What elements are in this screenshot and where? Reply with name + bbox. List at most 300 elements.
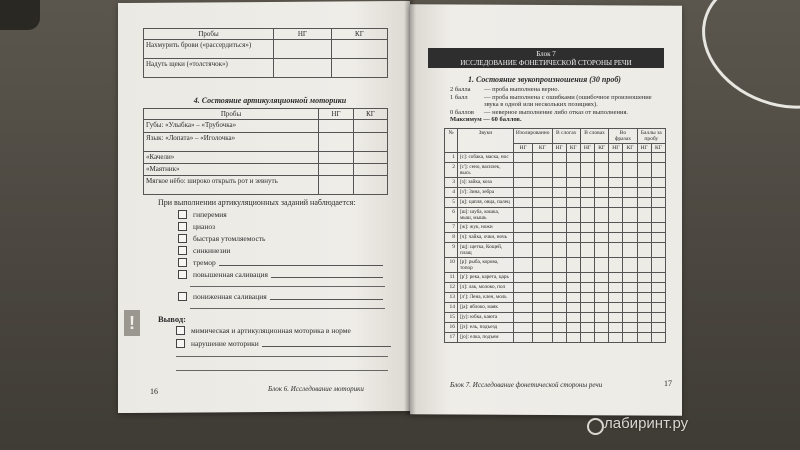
score-cell[interactable] [580,163,594,178]
score-cell[interactable] [623,208,637,223]
score-cell[interactable] [513,303,532,313]
score-cell[interactable] [609,273,623,283]
score-cell[interactable] [595,198,609,208]
score-cell[interactable] [533,163,552,178]
cell [353,133,387,152]
conclusion-text: нарушение моторики [191,339,259,348]
row-number: 1 [445,153,458,163]
probe-row-label: «Качели» [144,152,319,164]
score-cell[interactable] [609,293,623,303]
cell [353,120,387,133]
observation-label: цианоз [193,222,216,231]
fill-line [176,356,388,357]
score-cell[interactable] [595,258,609,273]
score-cell[interactable] [552,293,566,303]
sound-examples: [з]: зайка, коза [457,178,513,188]
sound-examples: [щ]: щетка, Кощей, плащ [457,243,513,258]
score-cell[interactable] [595,333,609,343]
col-header-phrases: Во фразах [609,129,637,144]
score-cell[interactable] [651,153,665,163]
score-cell[interactable] [566,303,580,313]
score-cell[interactable] [513,258,532,273]
sound-examples: [ц]: цапля, овца, палец [457,198,513,208]
score-cell[interactable] [552,208,566,223]
score-cell[interactable] [595,188,609,198]
score-cell[interactable] [580,153,594,163]
score-cell[interactable] [513,293,532,303]
score-cell[interactable] [637,188,651,198]
score-cell[interactable] [609,178,623,188]
block-label: Блок 7 [536,50,556,58]
book-gutter [404,0,416,415]
observation-item[interactable] [178,270,383,279]
score-cell[interactable] [637,323,651,333]
score-cell[interactable] [609,153,623,163]
col-header-words: В словах [580,129,608,144]
observation-item[interactable] [178,222,378,231]
checkbox[interactable] [178,292,187,301]
sub-header-ng: НГ [609,144,623,153]
sub-header-ng: НГ [580,144,594,153]
checkbox[interactable] [178,246,187,255]
score-cell[interactable] [609,243,623,258]
observation-item[interactable] [178,210,378,219]
left-footer: Блок 6. Исследование моторики [268,385,364,393]
table-row [445,258,666,273]
score-cell[interactable] [533,208,552,223]
score-cell[interactable] [623,163,637,178]
score-cell[interactable] [651,313,665,323]
sub-header-ng: НГ [637,144,651,153]
score-cell[interactable] [637,153,651,163]
score-cell[interactable] [552,163,566,178]
col-header-score: Баллы за пробу [637,129,665,144]
score-cell[interactable] [533,293,552,303]
observation-label: пониженная саливация [193,292,267,301]
section-1-title: 1. Состояние звукопроизношения (30 проб) [468,75,621,84]
score-cell[interactable] [533,258,552,273]
score-cell[interactable] [623,198,637,208]
score-cell[interactable] [566,208,580,223]
sound-rows [445,153,666,343]
col-header-kg: КГ [331,29,387,40]
score-cell[interactable] [623,223,637,233]
legend-text: — неверное выполнение либо отказ от выполнения. [484,108,629,116]
score-cell[interactable] [533,198,552,208]
sub-header-kg: КГ [566,144,580,153]
row-number: 15 [445,313,458,323]
score-cell[interactable] [623,258,637,273]
score-cell[interactable] [651,188,665,198]
score-cell[interactable] [566,293,580,303]
row-number: 3 [445,178,458,188]
probe-row-label: Губы: «Улыбка» – «Трубочка» [144,120,319,133]
score-cell[interactable] [513,208,532,223]
score-cell[interactable] [513,273,532,283]
score-cell[interactable] [533,233,552,243]
score-cell[interactable] [623,283,637,293]
checkbox[interactable] [178,210,187,219]
score-cell[interactable] [623,233,637,243]
score-cell[interactable] [552,198,566,208]
score-cell[interactable] [651,323,665,333]
sound-examples: [jу]: юбка, каюта [457,313,513,323]
artic-motor-table [143,108,388,195]
score-cell[interactable] [533,303,552,313]
score-cell[interactable] [609,283,623,293]
fill-line [190,308,385,309]
score-cell[interactable] [637,243,651,258]
max-score [450,116,660,124]
score-cell[interactable] [552,243,566,258]
row-number: 12 [445,283,458,293]
col-header-ng: НГ [274,29,332,40]
watermark: лабиринт.ру [604,415,689,432]
row-number: 16 [445,323,458,333]
probe-row-label: «Маятник» [144,164,319,176]
score-cell[interactable] [637,208,651,223]
score-cell[interactable] [651,293,665,303]
score-cell[interactable] [651,243,665,258]
cell [274,40,332,59]
table-row [445,178,666,188]
legend-score: 0 баллов [450,108,474,116]
score-cell[interactable] [580,303,594,313]
right-footer: Блок 7. Исследование фонетической стороны речи [450,381,603,389]
observation-item[interactable] [178,234,378,243]
score-cell[interactable] [513,188,532,198]
score-cell[interactable] [566,153,580,163]
legend-text: — проба выполнена с ошибками (ошибочное произношение звука в одной или нескольких позициях). [484,93,652,108]
score-cell[interactable] [595,178,609,188]
score-cell[interactable] [513,223,532,233]
sub-header-kg: КГ [533,144,552,153]
score-cell[interactable] [580,333,594,343]
table-row [445,333,666,343]
score-cell[interactable] [566,223,580,233]
score-cell[interactable] [552,153,566,163]
score-cell[interactable] [566,273,580,283]
score-cell[interactable] [533,313,552,323]
observation-item[interactable] [178,292,383,301]
checkbox[interactable] [178,234,187,243]
legend-score: 1 балл [450,93,468,101]
score-cell[interactable] [580,233,594,243]
sound-examples: [ja]: яблоко, маяк [457,303,513,313]
score-cell[interactable] [609,258,623,273]
conclusion-item[interactable] [176,339,391,348]
score-cell[interactable] [566,313,580,323]
score-cell[interactable] [623,323,637,333]
score-cell[interactable] [623,293,637,303]
sub-header-kg: КГ [651,144,665,153]
score-cell[interactable] [552,178,566,188]
score-cell[interactable] [580,283,594,293]
col-header-num: № [445,129,458,153]
score-cell[interactable] [566,258,580,273]
score-cell[interactable] [637,273,651,283]
col-header-sounds: Звуки [457,129,513,153]
score-cell[interactable] [637,163,651,178]
score-cell[interactable] [651,163,665,178]
score-cell[interactable] [533,178,552,188]
top-probes-table [143,28,388,78]
col-header-ng: НГ [319,109,354,120]
score-cell[interactable] [595,323,609,333]
score-cell[interactable] [637,178,651,188]
score-cell[interactable] [595,243,609,258]
conclusion-text: мимическая и артикуляционная моторика в норме [191,326,351,335]
page-number-right: 17 [664,379,672,388]
score-cell[interactable] [637,313,651,323]
score-cell[interactable] [566,233,580,243]
score-cell[interactable] [566,198,580,208]
sub-header-ng: НГ [513,144,532,153]
score-cell[interactable] [609,333,623,343]
score-cell[interactable] [609,208,623,223]
score-cell[interactable] [533,273,552,283]
score-cell[interactable] [595,208,609,223]
observations-title: При выполнении артикуляционных заданий наблюдается: [158,198,356,207]
score-cell[interactable] [580,293,594,303]
checkbox[interactable] [178,270,187,279]
score-cell[interactable] [651,178,665,188]
score-cell[interactable] [513,233,532,243]
observation-label: тремор [193,258,216,267]
score-cell[interactable] [552,233,566,243]
sub-header-kg: КГ [623,144,637,153]
score-cell[interactable] [609,303,623,313]
row-number: 11 [445,273,458,283]
sound-examples: [ш]: шуба, кошка, мыш, мышь [457,208,513,223]
checkbox[interactable] [176,339,185,348]
score-cell[interactable] [580,178,594,188]
score-cell[interactable] [533,188,552,198]
score-cell[interactable] [513,163,532,178]
score-cell[interactable] [637,233,651,243]
score-cell[interactable] [637,293,651,303]
checkbox[interactable] [178,258,187,267]
conclusion-item[interactable] [176,326,391,335]
checkbox[interactable] [178,222,187,231]
score-cell[interactable] [609,233,623,243]
sound-examples: [jо]: елка, подъем [457,333,513,343]
score-cell[interactable] [609,323,623,333]
book-corner [0,0,40,30]
score-cell[interactable] [566,163,580,178]
cell [353,152,387,164]
fill-line [176,370,388,371]
score-cell[interactable] [513,153,532,163]
col-header-syllables: В слогах [552,129,580,144]
score-cell[interactable] [651,283,665,293]
score-cell[interactable] [595,233,609,243]
score-cell[interactable] [595,223,609,233]
col-header-probes: Пробы [144,29,274,40]
score-cell[interactable] [580,323,594,333]
legend-text: — проба выполнена верно. [484,86,560,93]
table-row [445,323,666,333]
score-cell[interactable] [552,323,566,333]
sound-examples: [з']: Зина, зебра [457,188,513,198]
score-cell[interactable] [595,293,609,303]
row-number: 8 [445,233,458,243]
score-cell[interactable] [552,258,566,273]
table-row [445,273,666,283]
score-cell[interactable] [623,333,637,343]
score-cell[interactable] [623,313,637,323]
table-row [445,188,666,198]
observation-item[interactable] [178,246,378,255]
score-cell[interactable] [651,223,665,233]
sub-header-ng: НГ [552,144,566,153]
observation-label: повышенная саливация [193,270,268,279]
score-cell[interactable] [566,178,580,188]
legend-row [450,86,660,94]
row-number: 13 [445,293,458,303]
score-cell[interactable] [623,243,637,258]
score-cell[interactable] [513,313,532,323]
score-cell[interactable] [651,208,665,223]
score-cell[interactable] [513,333,532,343]
score-cell[interactable] [552,283,566,293]
table-row [445,198,666,208]
score-cell[interactable] [533,283,552,293]
probe-row-label: Мягкое нёбо: широко открыть рот и зевнуть [144,176,319,195]
score-cell[interactable] [580,243,594,258]
score-cell[interactable] [513,243,532,258]
score-cell[interactable] [580,258,594,273]
sound-examples: [л']: Лена, клен, моль [457,293,513,303]
score-cell[interactable] [580,273,594,283]
score-cell[interactable] [609,188,623,198]
score-cell[interactable] [637,198,651,208]
score-cell[interactable] [651,273,665,283]
score-cell[interactable] [580,313,594,323]
sound-table [444,128,666,343]
cell [274,59,332,78]
row-number: 17 [445,333,458,343]
score-cell[interactable] [637,283,651,293]
block-title: ИССЛЕДОВАНИЕ ФОНЕТИЧЕСКОЙ СТОРОНЫ РЕЧИ [460,59,632,67]
cell [319,164,354,176]
score-cell[interactable] [623,273,637,283]
score-cell[interactable] [552,313,566,323]
sub-header-kg: КГ [595,144,609,153]
cell [331,59,387,78]
max-label: Максимум — 60 баллов. [450,116,522,123]
col-header-probes: Пробы [144,109,319,120]
score-cell[interactable] [609,198,623,208]
score-cell[interactable] [595,153,609,163]
score-cell[interactable] [609,313,623,323]
exclamation-icon: ! [124,310,140,336]
score-cell[interactable] [595,313,609,323]
score-cell[interactable] [637,333,651,343]
score-cell[interactable] [552,188,566,198]
score-cell[interactable] [566,323,580,333]
score-cell[interactable] [651,258,665,273]
score-cell[interactable] [637,303,651,313]
table-row [445,208,666,223]
score-cell[interactable] [580,198,594,208]
observation-item[interactable] [178,258,383,267]
score-cell[interactable] [580,208,594,223]
score-cell[interactable] [623,303,637,313]
score-cell[interactable] [552,333,566,343]
score-cell[interactable] [580,223,594,233]
sound-examples: [с']: сено, василек, высь [457,163,513,178]
page-number-left: 16 [150,387,158,396]
conclusion-label: Вывод: [158,314,186,324]
score-cell[interactable] [623,188,637,198]
sound-examples: [р]: рыба, корова, топор [457,258,513,273]
score-cell[interactable] [552,273,566,283]
score-cell[interactable] [595,163,609,178]
observation-label: гиперемия [193,210,227,219]
score-cell[interactable] [595,283,609,293]
fill-line [271,271,383,278]
score-cell[interactable] [533,223,552,233]
table-row [445,293,666,303]
cell [319,120,354,133]
score-cell[interactable] [513,283,532,293]
score-cell[interactable] [533,153,552,163]
legend-score: 2 балла [450,86,471,93]
row-number: 7 [445,223,458,233]
score-cell[interactable] [552,223,566,233]
score-cell[interactable] [533,243,552,258]
row-number: 5 [445,198,458,208]
score-cell[interactable] [566,188,580,198]
score-cell[interactable] [595,273,609,283]
score-cell[interactable] [651,233,665,243]
score-cell[interactable] [651,333,665,343]
score-cell[interactable] [609,163,623,178]
legend-row [450,109,660,117]
score-cell[interactable] [595,303,609,313]
sound-examples: [jэ]: ель, подъезд [457,323,513,333]
probe-row-label: Язык: «Лопата» – «Иголочка» [144,133,319,152]
row-number: 14 [445,303,458,313]
score-cell[interactable] [533,333,552,343]
score-cell[interactable] [651,198,665,208]
score-cell[interactable] [513,323,532,333]
score-cell[interactable] [566,333,580,343]
score-cell[interactable] [552,303,566,313]
score-cell[interactable] [580,188,594,198]
score-cell[interactable] [637,258,651,273]
score-cell[interactable] [513,178,532,188]
score-cell[interactable] [609,223,623,233]
row-number: 6 [445,208,458,223]
score-cell[interactable] [566,243,580,258]
row-number: 4 [445,188,458,198]
score-cell[interactable] [623,178,637,188]
col-header-kg: КГ [353,109,387,120]
sound-examples: [ч]: чайка, очки, ночь [457,233,513,243]
score-cell[interactable] [533,323,552,333]
score-cell[interactable] [623,153,637,163]
table-row [445,283,666,293]
checkbox[interactable] [176,326,185,335]
block-7-header [428,48,664,68]
score-cell[interactable] [637,223,651,233]
score-cell[interactable] [651,303,665,313]
score-cell[interactable] [566,283,580,293]
score-cell[interactable] [513,198,532,208]
cell [319,133,354,152]
